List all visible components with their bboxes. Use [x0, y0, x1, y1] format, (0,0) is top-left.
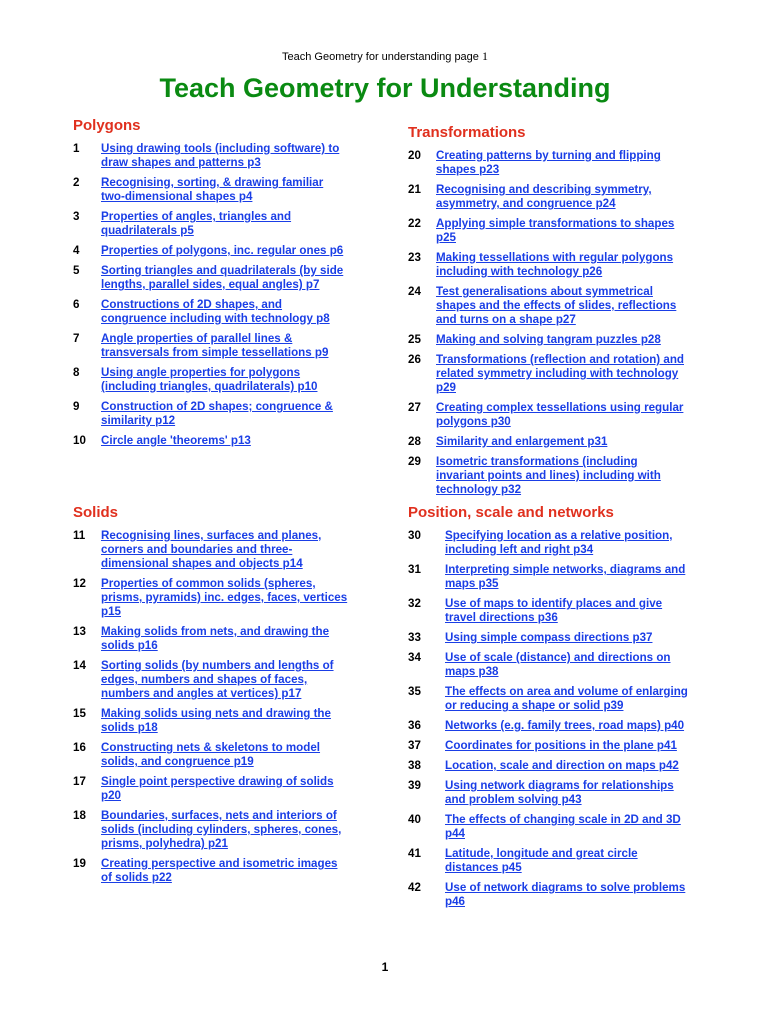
entry-link-line: Recognising lines, surfaces and planes, — [101, 529, 322, 542]
entry-link-line: dimensional shapes and objects p14 — [101, 557, 303, 570]
entry-link[interactable] — [101, 400, 333, 428]
entry-link-line: Test generalisations about symmetrical — [436, 285, 653, 298]
toc-entry[interactable] — [408, 685, 738, 713]
entry-link-line: similarity p12 — [101, 414, 176, 427]
entry-number: 17 — [73, 775, 86, 788]
running-head-text: Teach Geometry for understanding page — [282, 51, 479, 63]
toc-list — [73, 529, 393, 885]
entry-link-line: technology p32 — [436, 483, 522, 496]
entry-number: 25 — [408, 333, 421, 346]
entry-link-line: prisms, pyramids) inc. edges, faces, vertices — [101, 591, 348, 604]
entry-number: 14 — [73, 659, 86, 672]
toc-entry[interactable] — [408, 435, 738, 449]
entry-link-line: Using simple compass directions p37 — [445, 631, 653, 644]
entry-link[interactable] — [101, 210, 291, 238]
toc-entry[interactable] — [408, 813, 738, 841]
entry-link-line: transversals from simple tessellations p9 — [101, 346, 329, 359]
section-position-scale-networks — [408, 503, 738, 909]
entry-link-line: Using drawing tools (including software) to — [101, 142, 340, 155]
toc-entry[interactable] — [408, 149, 738, 177]
entry-number: 11 — [73, 529, 86, 542]
entry-link-line: Coordinates for positions in the plane p41 — [445, 739, 677, 752]
toc-list — [408, 529, 738, 909]
entry-number: 1 — [73, 142, 80, 155]
entry-link-line: Circle angle 'theorems' p13 — [101, 434, 251, 447]
entry-link-line: Creating complex tessellations using regular — [436, 401, 684, 414]
entry-link-line: Use of scale (distance) and directions on — [445, 651, 671, 664]
entry-number: 13 — [73, 625, 86, 638]
toc-entry[interactable] — [408, 285, 738, 327]
entry-link-line: Using network diagrams for relationships — [445, 779, 674, 792]
entry-number: 40 — [408, 813, 421, 826]
entry-number: 38 — [408, 759, 421, 772]
entry-link-line: Properties of polygons, inc. regular ones p6 — [101, 244, 344, 257]
entry-link-line: or reducing a shape or solid p39 — [445, 699, 624, 712]
entry-link-line: Angle properties of parallel lines & — [101, 332, 293, 345]
section-solids — [73, 503, 393, 885]
entry-link[interactable] — [101, 434, 251, 448]
entry-link-line: solids (including cylinders, spheres, cones, — [101, 823, 342, 836]
toc-entry[interactable] — [73, 434, 383, 448]
entry-number: 39 — [408, 779, 421, 792]
entry-link-line: Construction of 2D shapes; congruence & — [101, 400, 333, 413]
entry-link[interactable] — [445, 881, 685, 909]
toc-entry[interactable] — [73, 577, 393, 619]
entry-link-line: Location, scale and direction on maps p42 — [445, 759, 679, 772]
toc-entry[interactable] — [73, 625, 393, 653]
entry-link[interactable] — [101, 142, 339, 170]
toc-entry[interactable] — [408, 631, 738, 645]
toc-entry[interactable] — [408, 401, 738, 429]
entry-link-line: p15 — [101, 605, 121, 618]
entry-link-line: Use of network diagrams to solve problems — [445, 881, 686, 894]
entry-link-line: p44 — [445, 827, 465, 840]
entry-link[interactable] — [436, 183, 652, 211]
toc-entry[interactable] — [73, 809, 393, 851]
entry-link[interactable] — [101, 809, 341, 851]
toc-entry[interactable] — [73, 659, 393, 701]
entry-number: 24 — [408, 285, 421, 298]
entry-link-line: asymmetry, and congruence p24 — [436, 197, 616, 210]
entry-number: 42 — [408, 881, 421, 894]
entry-link[interactable] — [436, 285, 676, 327]
entry-link-line: draw shapes and patterns p3 — [101, 156, 261, 169]
entry-link[interactable] — [101, 707, 331, 735]
entry-link-line: Isometric transformations (including — [436, 455, 638, 468]
entry-number: 26 — [408, 353, 421, 366]
toc-entry[interactable] — [408, 847, 738, 875]
toc-entry[interactable] — [73, 142, 383, 170]
entry-link-line: maps p35 — [445, 577, 499, 590]
toc-entry[interactable] — [73, 400, 383, 428]
entry-link[interactable] — [101, 298, 330, 326]
entry-link[interactable] — [445, 651, 671, 679]
entry-link-line: Interpreting simple networks, diagrams and — [445, 563, 686, 576]
toc-entry[interactable] — [73, 210, 383, 238]
toc-entry[interactable] — [73, 332, 383, 360]
entry-link-line: and problem solving p43 — [445, 793, 582, 806]
entry-number: 32 — [408, 597, 421, 610]
entry-link-line: p20 — [101, 789, 121, 802]
toc-entry[interactable] — [73, 741, 393, 769]
entry-link[interactable] — [436, 455, 661, 497]
entry-link-line: quadrilaterals p5 — [101, 224, 194, 237]
toc-entry[interactable] — [408, 353, 738, 395]
entry-link-line: Sorting solids (by numbers and lengths of — [101, 659, 334, 672]
entry-number: 36 — [408, 719, 421, 732]
toc-entry[interactable] — [408, 597, 738, 625]
toc-entry[interactable] — [73, 298, 383, 326]
entry-link-line: Recognising, sorting, & drawing familiar — [101, 176, 324, 189]
entry-link-line: The effects of changing scale in 2D and 3D — [445, 813, 681, 826]
entry-link[interactable] — [101, 775, 334, 803]
entry-link-line: Networks (e.g. family trees, road maps) p40 — [445, 719, 685, 732]
entry-number: 23 — [408, 251, 421, 264]
toc-entry[interactable] — [408, 217, 738, 245]
entry-link-line: edges, numbers and shapes of faces, — [101, 673, 308, 686]
entry-number: 41 — [408, 847, 421, 860]
entry-link[interactable] — [101, 577, 347, 619]
toc-entry[interactable] — [408, 529, 738, 557]
entry-link-line: Constructing nets & skeletons to model — [101, 741, 321, 754]
entry-link-line: Creating patterns by turning and flipping — [436, 149, 661, 162]
entry-number: 28 — [408, 435, 421, 448]
entry-link[interactable] — [436, 149, 661, 177]
toc-list — [408, 149, 738, 497]
entry-link[interactable] — [445, 759, 679, 773]
entry-link-line: travel directions p36 — [445, 611, 558, 624]
entry-number: 35 — [408, 685, 421, 698]
entry-number: 30 — [408, 529, 421, 542]
toc-entry[interactable] — [73, 529, 393, 571]
entry-number: 15 — [73, 707, 86, 720]
entry-link[interactable] — [101, 264, 343, 292]
entry-link[interactable] — [445, 597, 662, 625]
entry-number: 16 — [73, 741, 86, 754]
section-title: Position, scale and networks — [408, 504, 614, 521]
toc-entry[interactable] — [73, 264, 383, 292]
entry-number: 20 — [408, 149, 421, 162]
entry-link-line: corners and boundaries and three- — [101, 543, 293, 556]
entry-link-line: Boundaries, surfaces, nets and interiors of — [101, 809, 337, 822]
entry-number: 21 — [408, 183, 421, 196]
entry-number: 29 — [408, 455, 421, 468]
toc-entry[interactable] — [73, 244, 383, 258]
entry-number: 8 — [73, 366, 80, 379]
entry-link-line: lengths, parallel sides, equal angles) p7 — [101, 278, 320, 291]
entry-link[interactable] — [101, 857, 337, 885]
toc-entry[interactable] — [408, 251, 738, 279]
toc-entry[interactable] — [408, 183, 738, 211]
entry-link-line: Sorting triangles and quadrilaterals (by side — [101, 264, 344, 277]
entry-link-line: shapes and the effects of slides, reflections — [436, 299, 677, 312]
toc-entry[interactable] — [73, 707, 393, 735]
entry-link-line: p29 — [436, 381, 456, 394]
entry-number: 22 — [408, 217, 421, 230]
entry-link-line: and turns on a shape p27 — [436, 313, 576, 326]
entry-link-line: of solids p22 — [101, 871, 172, 884]
entry-link-line: (including triangles, quadrilaterals) p10 — [101, 380, 318, 393]
entry-link[interactable] — [436, 333, 661, 347]
entry-number: 9 — [73, 400, 80, 413]
entry-number: 37 — [408, 739, 421, 752]
entry-link-line: solids p18 — [101, 721, 158, 734]
entry-link[interactable] — [445, 631, 652, 645]
entry-link-line: Recognising and describing symmetry, — [436, 183, 652, 196]
entry-number: 18 — [73, 809, 86, 822]
entry-link-line: Making and solving tangram puzzles p28 — [436, 333, 661, 346]
entry-link-line: The effects on area and volume of enlarging — [445, 685, 688, 698]
entry-number: 34 — [408, 651, 421, 664]
entry-link-line: Constructions of 2D shapes, and — [101, 298, 283, 311]
entry-link[interactable] — [445, 563, 685, 591]
entry-link-line: including with technology p26 — [436, 265, 603, 278]
entry-link[interactable] — [445, 779, 674, 807]
toc-entry[interactable] — [408, 719, 738, 733]
entry-link-line: congruence including with technology p8 — [101, 312, 330, 325]
entry-link-line: related symmetry including with technology — [436, 367, 679, 380]
entry-link[interactable] — [101, 366, 317, 394]
entry-link-line: invariant points and lines) including with — [436, 469, 661, 482]
entry-number: 6 — [73, 298, 80, 311]
entry-link-line: Latitude, longitude and great circle — [445, 847, 638, 860]
section-transformations — [408, 123, 738, 497]
section-title: Transformations — [408, 124, 526, 141]
running-head — [0, 49, 770, 64]
entry-link-line: Use of maps to identify places and give — [445, 597, 663, 610]
entry-number: 4 — [73, 244, 80, 257]
entry-number: 3 — [73, 210, 80, 223]
toc-entry[interactable] — [73, 857, 393, 885]
entry-number: 31 — [408, 563, 421, 576]
entry-link-line: Creating perspective and isometric images — [101, 857, 338, 870]
toc-entry[interactable] — [73, 176, 383, 204]
entry-link-line: Transformations (reflection and rotation) and — [436, 353, 684, 366]
entry-link-line: prisms, polyhedra) p21 — [101, 837, 228, 850]
entry-link-line: distances p45 — [445, 861, 522, 874]
entry-link[interactable] — [436, 353, 684, 395]
entry-link-line: Making solids from nets, and drawing the — [101, 625, 330, 638]
entry-link[interactable] — [436, 251, 673, 279]
entry-link-line: Properties of common solids (spheres, — [101, 577, 316, 590]
toc-entry[interactable] — [408, 739, 738, 753]
entry-link-line: p46 — [445, 895, 465, 908]
entry-link-line: shapes p23 — [436, 163, 500, 176]
toc-entry[interactable] — [408, 333, 738, 347]
toc-entry[interactable] — [73, 366, 383, 394]
entry-number: 33 — [408, 631, 421, 644]
entry-link-line: Single point perspective drawing of solids — [101, 775, 334, 788]
entry-link-line: two-dimensional shapes p4 — [101, 190, 253, 203]
entry-number: 27 — [408, 401, 421, 414]
entry-link[interactable] — [101, 529, 321, 571]
entry-link[interactable] — [445, 529, 672, 557]
entry-link-line: including left and right p34 — [445, 543, 594, 556]
entry-number: 5 — [73, 264, 80, 277]
entry-link-line: maps p38 — [445, 665, 499, 678]
entry-link[interactable] — [101, 244, 343, 258]
entry-link[interactable] — [445, 739, 677, 753]
entry-link-line: Specifying location as a relative position, — [445, 529, 673, 542]
entry-link[interactable] — [101, 741, 320, 769]
entry-link[interactable] — [445, 847, 638, 875]
page-number: 1 — [381, 960, 389, 974]
toc-entry[interactable] — [408, 651, 738, 679]
entry-link-line: Properties of angles, triangles and — [101, 210, 292, 223]
entry-link[interactable] — [101, 332, 328, 360]
entry-link-line: Similarity and enlargement p31 — [436, 435, 608, 448]
toc-entry[interactable] — [408, 759, 738, 773]
entry-link-line: Making tessellations with regular polygons — [436, 251, 674, 264]
entry-link[interactable] — [101, 176, 323, 204]
entry-link-line: polygons p30 — [436, 415, 511, 428]
entry-link-line: Making solids using nets and drawing the — [101, 707, 331, 720]
toc-entry[interactable] — [408, 455, 738, 497]
entry-link[interactable] — [436, 435, 607, 449]
entry-link[interactable] — [101, 659, 334, 701]
toc-entry[interactable] — [408, 563, 738, 591]
entry-link-line: p25 — [436, 231, 456, 244]
entry-number: 7 — [73, 332, 80, 345]
running-head-page: 1 — [481, 49, 488, 63]
page-title: Teach Geometry for Understanding — [159, 73, 611, 103]
entry-number: 10 — [73, 434, 86, 447]
entry-number: 12 — [73, 577, 86, 590]
entry-link[interactable] — [436, 401, 683, 429]
toc-entry[interactable] — [408, 779, 738, 807]
toc-list — [73, 142, 383, 448]
toc-entry[interactable] — [73, 775, 393, 803]
entry-link-line: solids, and congruence p19 — [101, 755, 254, 768]
section-polygons — [73, 116, 383, 448]
toc-entry[interactable] — [408, 881, 738, 909]
entry-number: 2 — [73, 176, 80, 189]
entry-link-line: numbers and angles at vertices) p17 — [101, 687, 302, 700]
entry-link[interactable] — [445, 813, 681, 841]
entry-link[interactable] — [445, 719, 684, 733]
entry-link[interactable] — [101, 625, 329, 653]
entry-link[interactable] — [436, 217, 674, 245]
section-title: Solids — [73, 504, 119, 521]
entry-link[interactable] — [445, 685, 688, 713]
entry-link-line: Applying simple transformations to shapes — [436, 217, 675, 230]
entry-link-line: solids p16 — [101, 639, 158, 652]
section-title: Polygons — [73, 117, 141, 134]
entry-link-line: Using angle properties for polygons — [101, 366, 301, 379]
entry-number: 19 — [73, 857, 86, 870]
